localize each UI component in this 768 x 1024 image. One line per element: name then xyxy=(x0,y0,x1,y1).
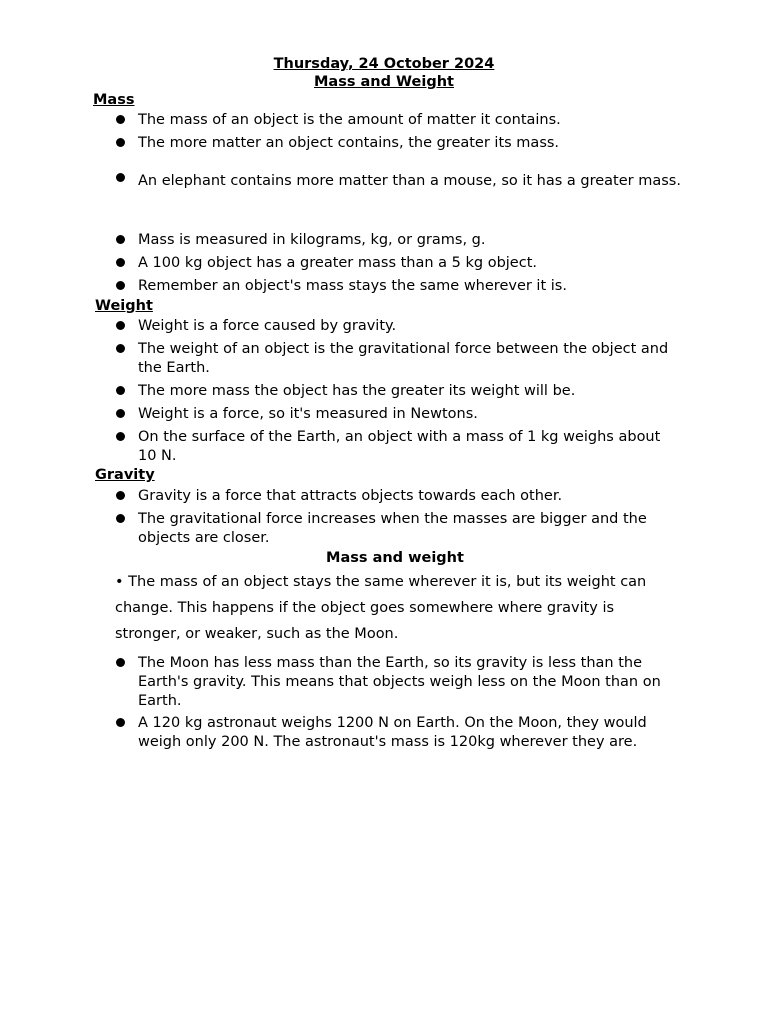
mass-and-weight-heading: Mass and weight xyxy=(326,550,464,566)
page-title: Mass and Weight xyxy=(314,74,454,90)
bullet-icon xyxy=(115,138,127,150)
bullet-icon xyxy=(115,321,127,333)
gravity-item: The gravitational force increases when the masses are bigger and the objects are closer. xyxy=(138,511,647,546)
mass-and-weight-item: A 120 kg astronaut weighs 1200 N on Earth. On the Moon, they would weigh only 200 N. The astronaut's mass is 120kg wherever they are. xyxy=(138,715,647,750)
bullet-icon xyxy=(115,344,127,356)
bullet-icon xyxy=(115,258,127,270)
bullet-icon xyxy=(115,409,127,421)
gravity-heading: Gravity xyxy=(95,467,155,483)
bullet-icon xyxy=(115,386,127,398)
bullet-icon xyxy=(115,658,127,670)
bullet-icon xyxy=(115,235,127,247)
date-heading: Thursday, 24 October 2024 xyxy=(273,56,495,72)
weight-item: The weight of an object is the gravitational force between the object and the Earth. xyxy=(138,341,669,376)
mass-item: The mass of an object is the amount of matter it contains. xyxy=(138,112,561,128)
mass-item: Mass is measured in kilograms, kg, or grams, g. xyxy=(138,232,486,248)
bullet-icon xyxy=(115,173,127,185)
mass-heading: Mass xyxy=(93,92,135,108)
gravity-item: Gravity is a force that attracts objects towards each other. xyxy=(138,488,563,504)
weight-item: On the surface of the Earth, an object with a mass of 1 kg weighs about 10 N. xyxy=(138,429,661,464)
bullet-icon xyxy=(115,718,127,730)
bullet-icon xyxy=(115,514,127,526)
mass-item: Remember an object's mass stays the same wherever it is. xyxy=(138,278,567,294)
mass-and-weight-paragraph: • The mass of an object stays the same wherever it is, but its weight can change. This happens if the object goes somewhere where gravity is stronger, or weaker, such as the Moon. xyxy=(115,574,647,642)
weight-item: Weight is a force caused by gravity. xyxy=(138,318,397,334)
mass-and-weight-item: The Moon has less mass than the Earth, so its gravity is less than the Earth's gravity. This means that objects weigh less on the Moon than on Earth. xyxy=(138,655,661,709)
bullet-icon xyxy=(115,281,127,293)
mass-item: The more matter an object contains, the greater its mass. xyxy=(138,135,560,151)
mass-item: An elephant contains more matter than a mouse, so it has a greater mass. xyxy=(138,173,681,189)
weight-heading: Weight xyxy=(95,298,153,314)
bullet-icon xyxy=(115,491,127,503)
weight-item: The more mass the object has the greater its weight will be. xyxy=(138,383,576,399)
bullet-icon xyxy=(115,432,127,444)
bullet-icon xyxy=(115,115,127,127)
weight-item: Weight is a force, so it's measured in Newtons. xyxy=(138,406,478,422)
mass-item: A 100 kg object has a greater mass than a 5 kg object. xyxy=(138,255,537,271)
